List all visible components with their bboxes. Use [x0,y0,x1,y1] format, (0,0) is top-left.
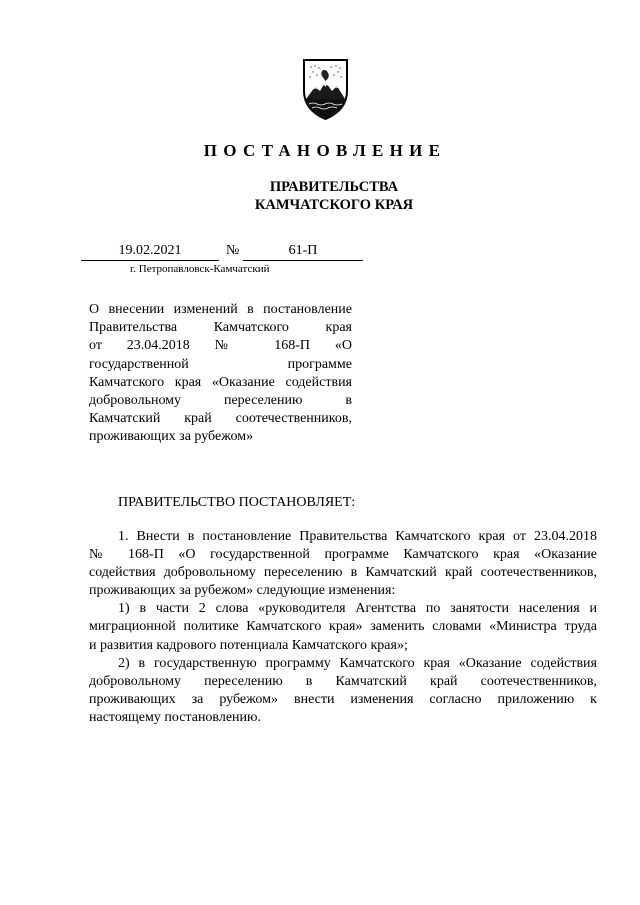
paragraph-line: настоящему постановлению. [89,709,261,725]
paragraph-line: 1. Внести в постановление Правительства Камчатского края от 23.04.2018 [118,529,597,544]
paragraph-2 [89,600,597,654]
paragraph-line: и развития кадрового потенциала Камчатского края»; [89,637,408,653]
document-date: 19.02.2021 [81,243,219,261]
paragraph-line: содействия добровольному переселению в Камчатский край соотечественников, [89,565,597,581]
subject-line: добровольному переселению в [89,393,352,409]
paragraph-1 [89,528,597,600]
subject-line: проживающих за рубежом» [89,429,254,445]
subject-line: О внесении изменений в постановление [89,302,352,317]
paragraph-line: 1) в части 2 слова «руководителя Агентства по занятости населения и [118,601,597,617]
issuer-line-2: КАМЧАТСКОГО КРАЯ [254,197,414,213]
issuer-name [0,178,640,214]
paragraph-line: проживающих за рубежом» следующие изменения: [89,583,396,599]
paragraph-line: проживающих за рубежом» внести изменения согласно приложению к [89,691,597,707]
kamchatka-coat-of-arms-icon [301,57,350,121]
document-subject [89,301,352,447]
document-body [89,528,597,727]
paragraph-line: миграционной политике Камчатского края» заменить словами «Министра труда [89,619,597,635]
subject-line: Правительства Камчатского края [89,320,352,336]
document-number: 61-П [243,243,363,261]
decree-heading: ПРАВИТЕЛЬСТВО ПОСТАНОВЛЯЕТ: [118,495,356,510]
paragraph-3 [89,655,597,727]
paragraph-line: 2) в государственную программу Камчатского края «Оказание содействия [118,655,597,671]
document-type-title: ПОСТАНОВЛЕНИЕ [203,141,447,160]
paragraph-line: добровольному переселению в Камчатский край соотечественников, [89,673,597,689]
city-name: г. Петропавловск-Камчатский [130,263,270,275]
subject-line: государственной программе [89,356,352,372]
subject-line: Камчатский край соотечественников, [89,411,352,427]
issuer-line-1: ПРАВИТЕЛЬСТВА [269,179,399,195]
number-sign: № [226,243,240,258]
subject-line: Камчатского края «Оказание содействия [89,374,352,390]
subject-line: от 23.04.2018 № 168-П «О [89,338,352,354]
paragraph-line: № 168-П «О государственной программе Камчатского края «Оказание [89,547,597,563]
